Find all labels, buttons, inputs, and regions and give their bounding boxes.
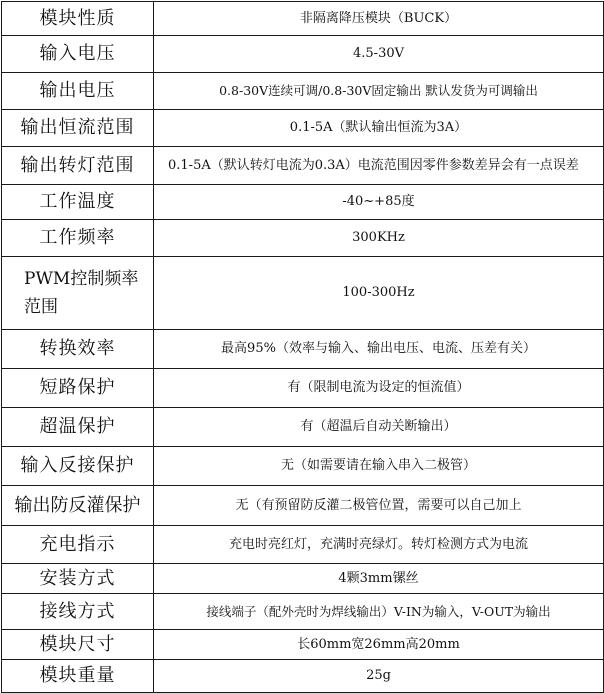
spec-table [1,1,604,693]
table-row [2,147,604,185]
row-value: 长60mm宽26mm高20mm [154,630,604,660]
table-row [2,564,604,594]
row-value: 无（有预留防反灌二极管位置，需要可以自己加上 [154,486,604,526]
row-label: 充电指示 [2,526,154,564]
row-value: 4.5-30V [154,36,604,73]
row-value: 接线端子（配外壳时为焊线输出）V-IN为输入，V-OUT为输出 [154,594,604,630]
row-label: 接线方式 [2,594,154,630]
row-value: 4颗3mm镙丝 [154,564,604,594]
table-row [2,486,604,526]
table-row [2,447,604,486]
row-value: 有（限制电流为设定的恒流值） [154,369,604,408]
row-value: 0.1-5A（默认转灯电流为0.3A）电流范围因零件参数差异会有一点误差 [154,147,604,185]
row-label: 输入电压 [2,36,154,73]
row-value: 25g [154,660,604,693]
row-label: 模块重量 [2,660,154,693]
row-label: 输出恒流范围 [2,110,154,147]
table-row [2,330,604,369]
table-row [2,408,604,447]
row-label: 输入反接保护 [2,447,154,486]
table-row [2,526,604,564]
row-label: 短路保护 [2,369,154,408]
row-label: 模块尺寸 [2,630,154,660]
table-row [2,594,604,630]
table-row [2,36,604,73]
row-label: 输出转灯范围 [2,147,154,185]
table-row [2,630,604,660]
row-label: 输出电压 [2,73,154,110]
row-label: 安装方式 [2,564,154,594]
row-value: 100-300Hz [154,257,604,330]
row-value: 有（超温后自动关断输出） [154,408,604,447]
row-value: 充电时亮红灯，充满时亮绿灯。转灯检测方式为电流 [154,526,604,564]
table-row [2,73,604,110]
table-row [2,660,604,693]
row-value: 0.1-5A（默认输出恒流为3A） [154,110,604,147]
table-row [2,257,604,330]
table-row [2,110,604,147]
row-label: PWM控制频率范围 [2,257,154,330]
row-value: 0.8-30V连续可调/0.8-30V固定输出 默认发货为可调输出 [154,73,604,110]
table-row [2,2,604,36]
table-row [2,220,604,257]
row-value: 300KHz [154,220,604,257]
row-label: 模块性质 [2,2,154,36]
row-label: 工作频率 [2,220,154,257]
row-label: 输出防反灌保护 [2,486,154,526]
table-row [2,185,604,220]
row-value: -40~+85度 [154,185,604,220]
row-label: 转换效率 [2,330,154,369]
row-value: 非隔离降压模块（BUCK） [154,2,604,36]
row-value: 无（如需要请在输入串入二极管） [154,447,604,486]
row-label: 超温保护 [2,408,154,447]
row-label: 工作温度 [2,185,154,220]
row-value: 最高95%（效率与输入、输出电压、电流、压差有关） [154,330,604,369]
table-row [2,369,604,408]
